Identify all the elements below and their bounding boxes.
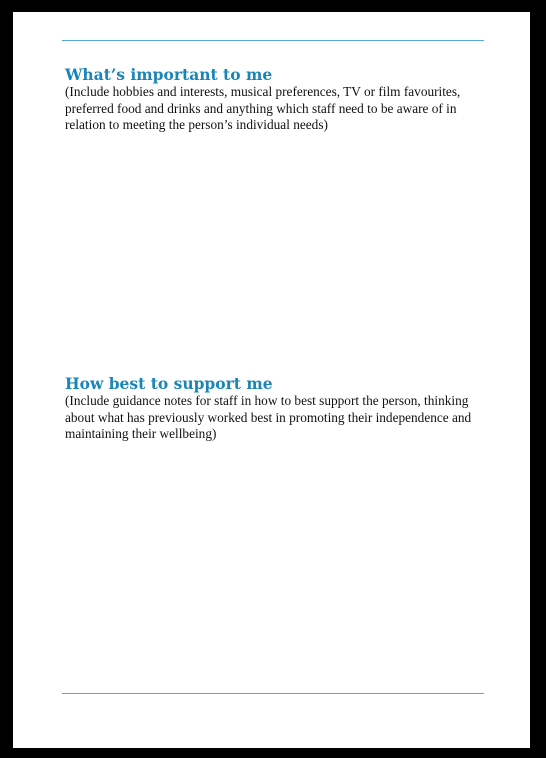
bottom-divider [62, 693, 484, 694]
how-best-to-support-section [65, 374, 485, 443]
section-guidance-text: (Include hobbies and interests, musical preferences, TV or film favourites, preferred food and drinks and anything which staff need to be aware of in relation to meeting the person’s individual needs) [65, 84, 461, 132]
section-heading: How best to support me [65, 374, 273, 393]
whats-important-section [65, 65, 485, 134]
section-guidance-text: (Include guidance notes for staff in how to best support the person, thinking about what has previously worked best in promoting their independence and maintaining their wellbeing) [65, 393, 472, 441]
top-divider [62, 40, 484, 41]
document-page [13, 12, 530, 748]
section-heading: What’s important to me [65, 65, 273, 84]
